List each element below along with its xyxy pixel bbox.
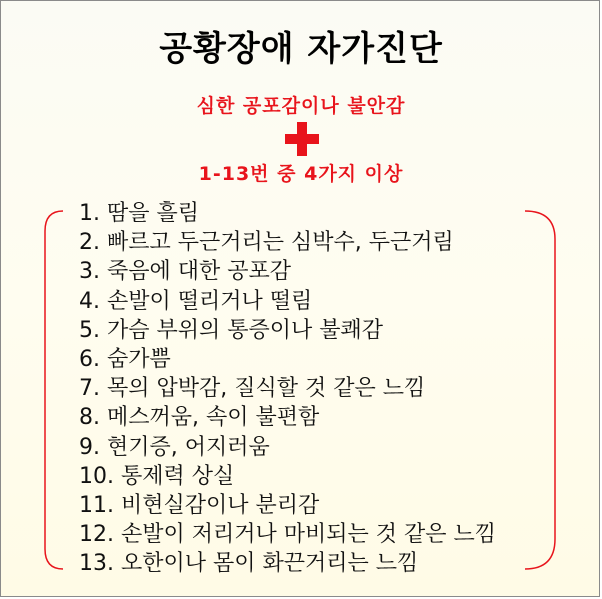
- list-item: 6. 숨가쁨: [79, 346, 171, 372]
- list-item: 12. 손발이 저리거나 마비되는 것 같은 느낌: [79, 522, 496, 548]
- list-item: 4. 손발이 떨리거나 떨림: [79, 288, 313, 314]
- list-item: 2. 빠르고 두근거리는 심박수, 두근거림: [79, 230, 454, 256]
- list-item: 1. 땀을 흘림: [79, 201, 199, 226]
- subtitle: 심한 공포감이나 불안감: [196, 95, 406, 117]
- symptom-list: [79, 199, 496, 578]
- list-item: 9. 현기증, 어지러움: [79, 434, 270, 460]
- list-item: 8. 메스꺼움, 속이 불편함: [79, 405, 320, 431]
- plus-icon: [285, 122, 319, 156]
- criteria-text: 1-13번 중 4가지 이상: [198, 163, 404, 185]
- list-item: 10. 통제력 상실: [79, 463, 235, 489]
- left-bracket-icon: [41, 209, 65, 571]
- list-item: 5. 가슴 부위의 통증이나 불쾌감: [79, 317, 383, 343]
- list-item: 11. 비현실감이나 분리감: [79, 492, 320, 518]
- list-item: 3. 죽음에 대한 공포감: [79, 259, 291, 285]
- page-title: 공황장애 자가진단: [159, 29, 443, 69]
- list-item: 7. 목의 압박감, 질식할 것 같은 느낌: [79, 376, 426, 402]
- list-item: 13. 오한이나 몸이 화끈거리는 느낌: [79, 551, 419, 577]
- right-bracket-icon: [521, 209, 561, 571]
